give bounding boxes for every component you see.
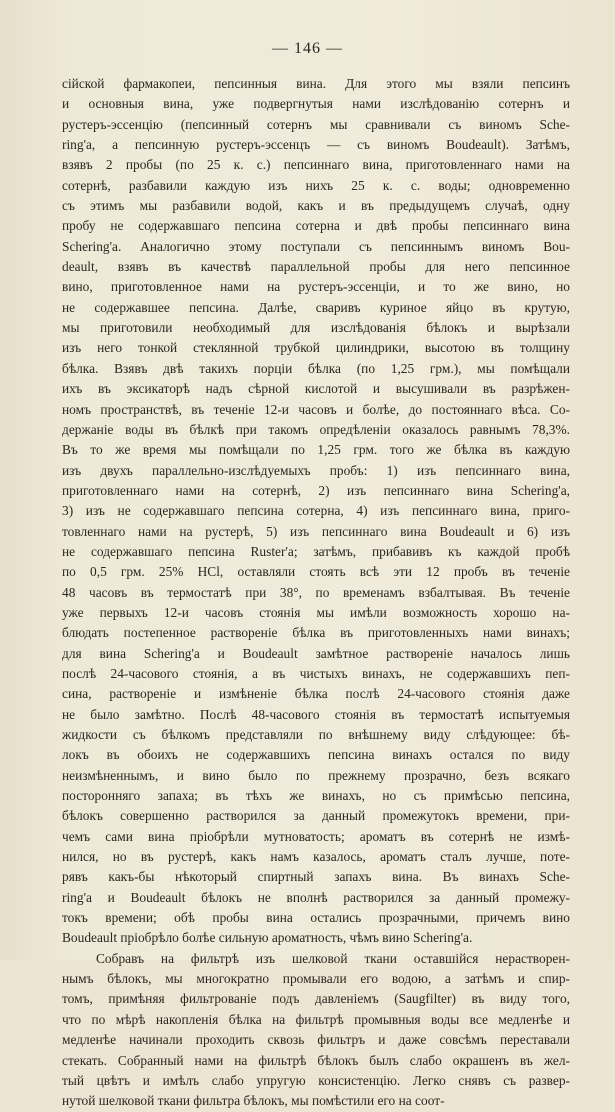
text-line: ring'а и Boudeault бѣлокъ не вполнѣ растворился за данный промежу- xyxy=(62,889,570,905)
text-line: локъ въ обоихъ не содержавшихъ пепсина винахъ остался по виду xyxy=(62,747,570,763)
text-line: изъ него тонкой стеклянной трубкой цилиндрики, высотою въ толщину xyxy=(62,340,570,356)
body-text xyxy=(62,74,570,1112)
text-line: нился, но въ рустерѣ, какъ намъ казалось, ароматъ сталъ лучше, поте- xyxy=(62,849,570,865)
text-line: и основныя вина, уже подвергнутыя нами изслѣдованію сотернъ и xyxy=(62,96,570,112)
text-line: ихъ въ эксикаторѣ надъ сѣрной кислотой и высушивали въ разрѣжен- xyxy=(62,381,570,397)
text-line: Boudeault пріобрѣло болѣе сильную ароматность, чѣмъ вино Schering'а. xyxy=(62,930,473,946)
text-line: медленѣе начинали проходить сквозь фильтръ и даже совсѣмъ переставали xyxy=(62,1032,570,1048)
text-line: блюдать постепенное раствореніе бѣлка въ приготовленныхъ нами винахъ; xyxy=(62,625,570,641)
text-line: товленнаго нами на рустерѣ, 5) изъ пепсиннаго вина Boudeault и 6) изъ xyxy=(62,523,570,539)
text-line: послѣ 24-часового стоянія, а въ чистыхъ винахъ, не содержавшихъ пеп- xyxy=(62,665,570,681)
text-line: неизмѣненнымъ, и вино было по прежнему прозрачно, безъ всякаго xyxy=(62,767,570,783)
text-line: съ этимъ мы разбавили водой, какъ и въ предыдущемъ случаѣ, одну xyxy=(62,198,570,214)
text-line: нымъ бѣлокъ, мы многократно промывали его водою, а затѣмъ и спир- xyxy=(62,971,570,987)
text-line: бѣлокъ совершенно растворился за данный промежутокъ времени, при- xyxy=(62,808,570,824)
text-line: Собравъ на фильтрѣ изъ шелковой ткани оставшійся нерастворен- xyxy=(96,950,570,966)
text-line: рявъ какъ-бы нѣкоторый спиртный запахъ вина. Въ винахъ Sche- xyxy=(62,869,570,885)
text-line: томъ, примѣняя фильтрованіе подъ давленіемъ (Saugfilter) въ виду того, xyxy=(62,991,570,1007)
text-line: пробу не содержавшаго пепсина сотерна и двѣ пробы пепсиннаго вина xyxy=(62,218,570,234)
text-line: Въ то же время мы помѣщали по 1,25 грм. того же бѣлка въ каждую xyxy=(62,442,570,458)
page-number: — 146 — xyxy=(272,40,343,57)
text-line: держаніе воды въ бѣлкѣ при такомъ опредѣленіи оказалось равнымъ 78,3%. xyxy=(62,421,570,437)
text-line: приготовленнаго нами на сотернѣ, 2) изъ пепсиннаго вина Schering'а, xyxy=(62,482,570,498)
text-line: сина, раствореніе и измѣненіе бѣлка послѣ 24-часового стоянія даже xyxy=(62,686,570,702)
paragraph xyxy=(62,74,570,949)
text-line: изъ двухъ параллельно-изслѣдуемыхъ пробъ: 1) изъ пепсиннаго вина, xyxy=(62,462,570,478)
text-line: жидкости съ бѣлкомъ представляли по внѣшнему виду слѣдующее: бѣ- xyxy=(62,727,570,742)
text-line: для вина Schering'а и Boudeault замѣтное раствореніе началось лишь xyxy=(62,645,570,661)
text-line: Schering'а. Аналогично этому поступали съ пепсиннымъ виномъ Bou- xyxy=(62,238,570,254)
text-line: не содержавшее пепсина. Далѣе, сваривъ куриное яйцо въ крутую, xyxy=(62,299,570,315)
paragraph xyxy=(62,949,570,1112)
text-line: не содержавшаго пепсина Ruster'а; затѣмъ, прибавивъ къ каждой пробѣ xyxy=(62,543,570,559)
text-line: чемъ сами вина пріобрѣли мутноватость; ароматъ въ сотернѣ не измѣ- xyxy=(62,828,570,844)
text-line: вино, приготовленное нами на рустеръ-эссенціи, и то же вино, но xyxy=(62,279,570,295)
text-line: deault, взявъ въ качествѣ параллельной пробы для него пепсинное xyxy=(62,259,570,275)
text-line: уже первыхъ 12-и часовъ стоянія мы имѣли возможность хорошо на- xyxy=(62,604,570,620)
text-line: нутой шелковой ткани фильтра бѣлокъ, мы помѣстили его на соот- xyxy=(62,1093,445,1109)
text-line: мы приготовили необходимый для изслѣдованія бѣлокъ и вырѣзали xyxy=(62,320,570,336)
text-line: посторонняго запаха; въ тѣхъ же винахъ, но съ примѣсью пепсина, xyxy=(62,788,570,804)
text-line: ring'а, а пепсинную рустеръ-эссенцъ — съ виномъ Boudeault). Затѣмъ, xyxy=(62,137,570,153)
text-line: взявъ 2 пробы (по 25 к. с.) пепсиннаго вина, приготовленнаго нами на xyxy=(62,157,570,173)
text-line: тый цвѣтъ и имѣлъ слабо упругую консистенцію. Легко снявъ съ развер- xyxy=(62,1072,570,1088)
text-line: не было замѣтно. Послѣ 48-часового стоянія въ термостатѣ испытуемыя xyxy=(62,706,570,722)
text-line: по 0,5 грм. 25% HCl, оставляли стоять всѣ эти 12 пробъ въ теченіе xyxy=(62,564,570,580)
text-line: 3) изъ не содержавшаго пепсина сотерна, 4) изъ пепсиннаго вина, приго- xyxy=(62,503,570,519)
text-line: 48 часовъ въ термостатѣ при 38°, по временамъ взбалтывая. Въ теченіе xyxy=(62,584,570,600)
text-line: рустеръ-эссенцію (пепсинный сотернъ мы сравнивали съ виномъ Sche- xyxy=(62,116,570,132)
text-line: токъ времени; обѣ пробы вина остались прозрачными, причемъ вино xyxy=(62,910,570,926)
text-line: стекать. Собранный нами на фильтрѣ бѣлокъ былъ слабо окрашенъ въ жел- xyxy=(62,1052,570,1068)
text-line: номъ пространствѣ, въ теченіе 12-и часовъ и болѣе, до постояннаго вѣса. Со- xyxy=(62,401,570,417)
text-line: что по мѣрѣ накопленія бѣлка на фильтрѣ промывныя воды все медленѣе и xyxy=(62,1011,570,1027)
text-line: бѣлка. Взявъ двѣ такихъ порціи бѣлка (по 1,25 грм.), мы помѣщали xyxy=(62,360,570,376)
text-line: сійской фармакопеи, пепсинныя вина. Для этого мы взяли пепсинъ xyxy=(62,76,570,91)
text-line: сотернѣ, разбавили каждую изъ нихъ 25 к. с. воды; одновременно xyxy=(62,177,570,193)
